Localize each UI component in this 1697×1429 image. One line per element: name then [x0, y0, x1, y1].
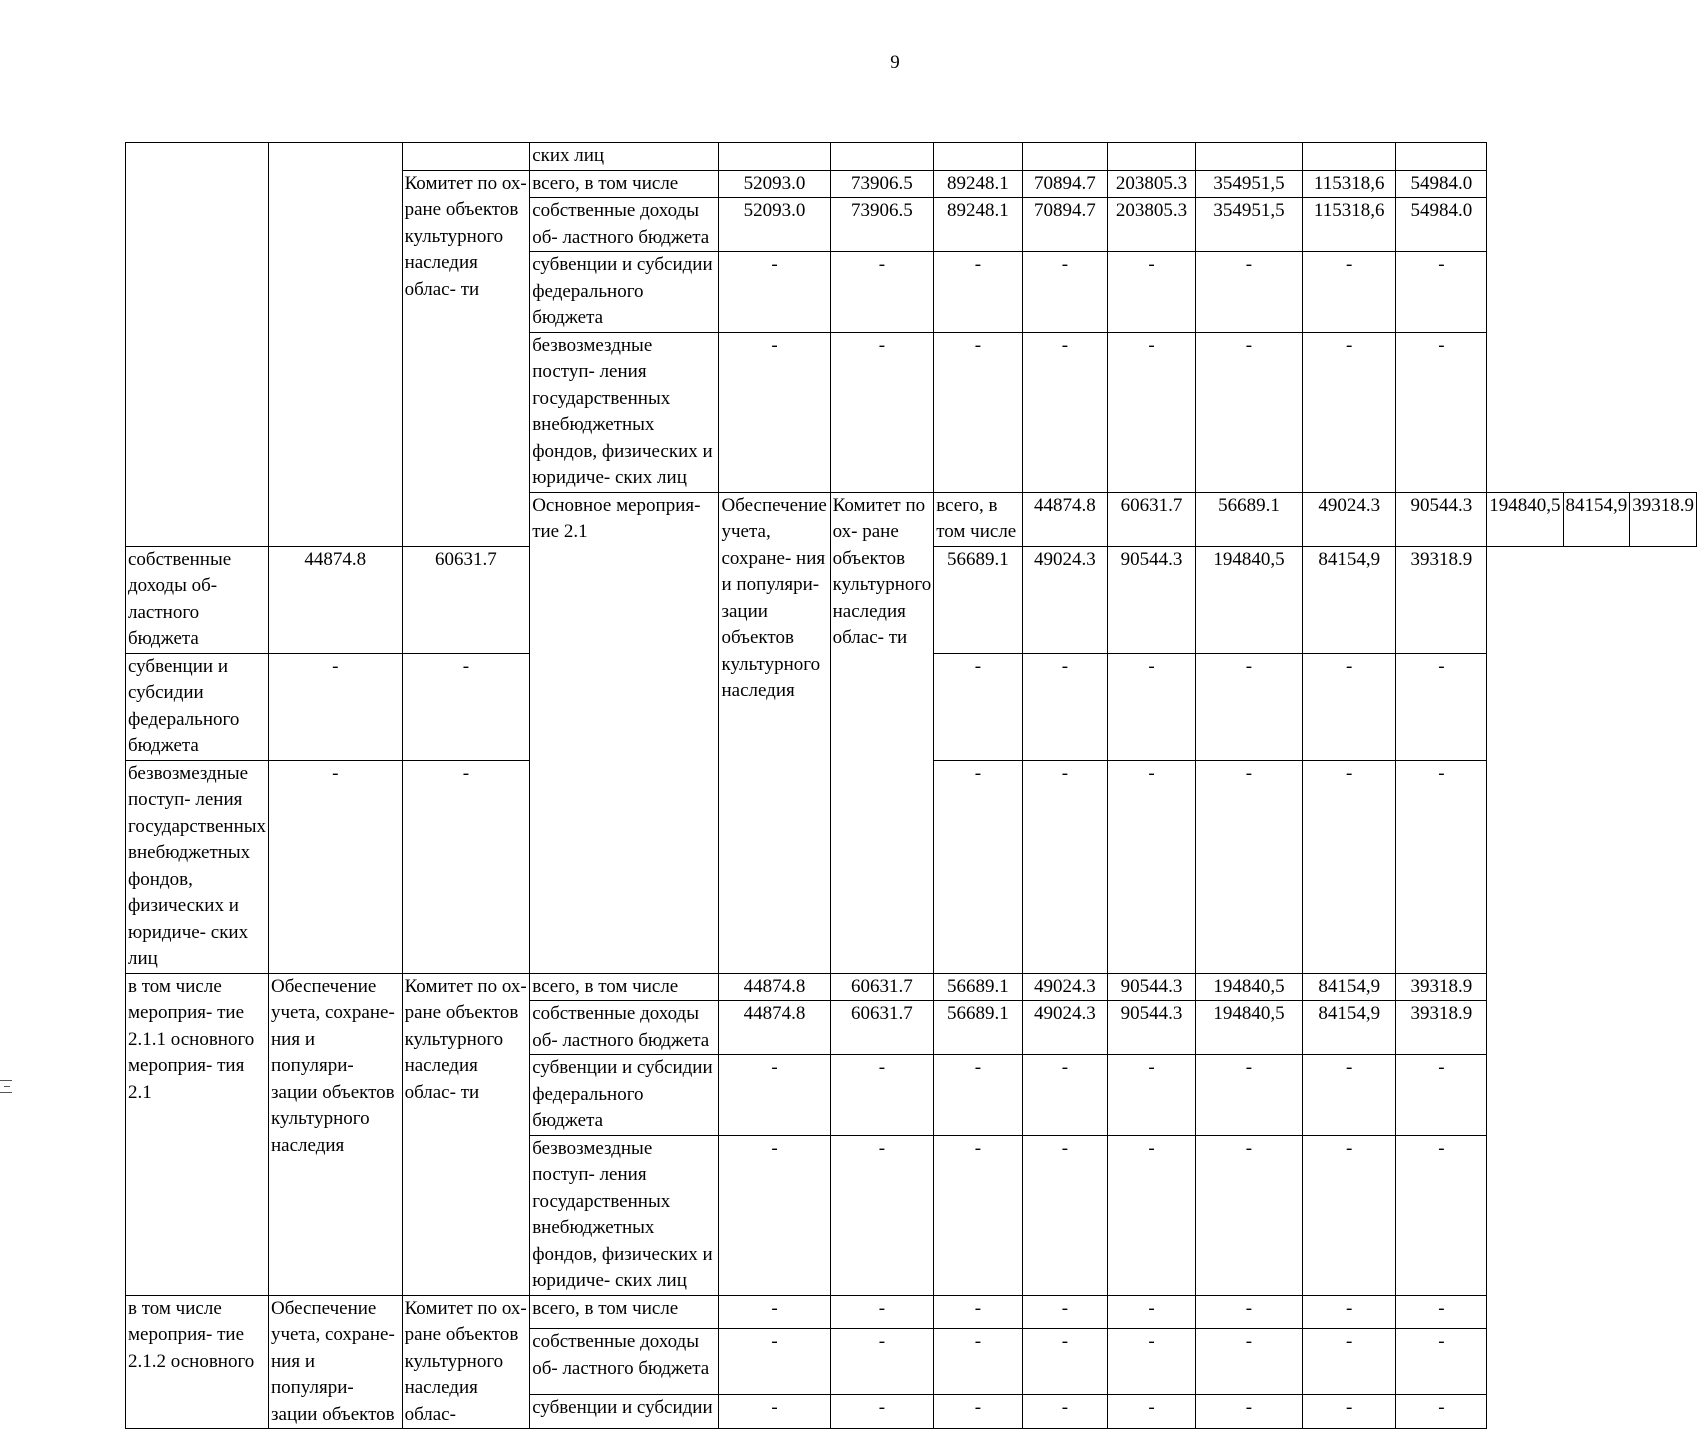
text-cell: собственные доходы об- ластного бюджета [530, 1329, 719, 1395]
value-cell: - [1195, 1295, 1302, 1329]
value-cell: - [1022, 1395, 1108, 1429]
value-cell: 194840,5 [1487, 492, 1563, 546]
value-cell: - [1108, 1055, 1196, 1136]
value-cell: - [1022, 1135, 1108, 1295]
value-cell: - [1396, 332, 1487, 492]
value-cell: 56689.1 [934, 1001, 1022, 1055]
value-cell: - [1108, 1135, 1196, 1295]
text-cell: Комитет по ох- ране объектов культурного наследия облас- ти [402, 973, 530, 1295]
value-cell: - [1396, 653, 1487, 760]
value-cell: - [1302, 1295, 1396, 1329]
value-cell: - [1022, 332, 1108, 492]
value-cell: 354951,5 [1195, 170, 1302, 198]
value-cell [1022, 143, 1108, 171]
value-cell: 39318.9 [1396, 1001, 1487, 1055]
value-cell: 60631.7 [1108, 492, 1196, 546]
value-cell: 56689.1 [934, 973, 1022, 1001]
value-cell: 60631.7 [830, 1001, 934, 1055]
value-cell: - [402, 653, 530, 760]
budget-table [125, 142, 1697, 1429]
value-cell: - [1302, 653, 1396, 760]
value-cell: 52093.0 [719, 198, 830, 252]
value-cell: - [1195, 1395, 1302, 1429]
value-cell: 49024.3 [1022, 546, 1108, 653]
value-cell: - [719, 252, 830, 333]
value-cell: 54984.0 [1396, 170, 1487, 198]
value-cell: - [719, 1329, 830, 1395]
value-cell: 73906.5 [830, 170, 934, 198]
value-cell: 44874.8 [719, 1001, 830, 1055]
value-cell: - [830, 252, 934, 333]
text-cell: субвенции и субсидии федерального бюджета [530, 1055, 719, 1136]
value-cell: 54984.0 [1396, 198, 1487, 252]
value-cell [934, 143, 1022, 171]
text-cell: ских лиц [530, 143, 719, 171]
value-cell: - [830, 332, 934, 492]
value-cell [830, 143, 934, 171]
value-cell: - [269, 653, 403, 760]
text-cell: собственные доходы об- ластного бюджета [126, 546, 269, 653]
value-cell: - [830, 1295, 934, 1329]
value-cell: - [1108, 1395, 1196, 1429]
value-cell: - [1195, 252, 1302, 333]
value-cell: 56689.1 [1195, 492, 1302, 546]
value-cell: 90544.3 [1108, 1001, 1196, 1055]
value-cell: - [934, 1135, 1022, 1295]
value-cell: 70894.7 [1022, 170, 1108, 198]
value-cell: - [1396, 252, 1487, 333]
value-cell: - [269, 760, 403, 973]
value-cell: - [1302, 760, 1396, 973]
value-cell: - [1195, 1135, 1302, 1295]
text-cell: Комитет по ох- ране объектов культурного наследия облас- ти [402, 170, 530, 546]
value-cell: - [1302, 252, 1396, 333]
value-cell: 49024.3 [1302, 492, 1396, 546]
value-cell: 84154,9 [1302, 973, 1396, 1001]
text-cell: безвозмездные поступ- ления государственных внебюджетных фондов, физических и юридиче- ских лиц [530, 1135, 719, 1295]
value-cell [1195, 143, 1302, 171]
table-row [126, 143, 1697, 171]
value-cell: - [1108, 332, 1196, 492]
value-cell: - [1302, 1329, 1396, 1395]
text-cell: собственные доходы об- ластного бюджета [530, 1001, 719, 1055]
value-cell: 39318.9 [1396, 973, 1487, 1001]
value-cell: - [719, 1055, 830, 1136]
value-cell: - [934, 1329, 1022, 1395]
value-cell: - [719, 1395, 830, 1429]
value-cell: - [830, 1329, 934, 1395]
text-cell [126, 143, 269, 547]
value-cell: 194840,5 [1195, 546, 1302, 653]
value-cell: - [1108, 1329, 1196, 1395]
text-cell: Обеспечение учета, сохране- ния и популяри- зации объектов культурного наследия [719, 492, 830, 973]
value-cell: - [1302, 332, 1396, 492]
value-cell: 39318.9 [1630, 492, 1697, 546]
value-cell: - [934, 653, 1022, 760]
value-cell: 203805.3 [1108, 170, 1196, 198]
value-cell: - [1108, 653, 1196, 760]
budget-table-body [126, 143, 1697, 1429]
value-cell: - [1022, 760, 1108, 973]
text-cell: безвозмездные поступ- ления государственных внебюджетных фондов, физических и юридиче- ских лиц [126, 760, 269, 973]
value-cell: 60631.7 [402, 546, 530, 653]
value-cell: - [934, 1055, 1022, 1136]
text-cell: всего, в том числе [530, 170, 719, 198]
value-cell: 84154,9 [1302, 1001, 1396, 1055]
value-cell: - [1195, 1055, 1302, 1136]
value-cell [1396, 143, 1487, 171]
value-cell: - [934, 1395, 1022, 1429]
text-cell [269, 143, 403, 547]
value-cell: - [1022, 1295, 1108, 1329]
text-cell: Обеспечение учета, сохране- ния и популяри- зации объектов культурного наследия [269, 973, 403, 1295]
value-cell: 354951,5 [1195, 198, 1302, 252]
value-cell: 90544.3 [1108, 973, 1196, 1001]
page-number: 9 [890, 52, 900, 73]
text-cell: в том числе мероприя- тие 2.1.2 основного [126, 1295, 269, 1429]
text-cell: в том числе мероприя- тие 2.1.1 основного мероприя- тия 2.1 [126, 973, 269, 1295]
value-cell: - [1108, 760, 1196, 973]
text-cell: собственные доходы об- ластного бюджета [530, 198, 719, 252]
value-cell: - [719, 1135, 830, 1295]
text-cell: субвенции и субсидии федерального бюджета [126, 653, 269, 760]
value-cell: 84154,9 [1563, 492, 1630, 546]
value-cell: 115318,6 [1302, 170, 1396, 198]
value-cell: 194840,5 [1195, 973, 1302, 1001]
value-cell: - [934, 1295, 1022, 1329]
value-cell: 49024.3 [1022, 1001, 1108, 1055]
value-cell: 39318.9 [1396, 546, 1487, 653]
value-cell: 49024.3 [1022, 973, 1108, 1001]
value-cell: - [1396, 760, 1487, 973]
value-cell: 44874.8 [269, 546, 403, 653]
value-cell: - [934, 332, 1022, 492]
value-cell: - [1302, 1395, 1396, 1429]
value-cell: - [1195, 332, 1302, 492]
value-cell: 90544.3 [1108, 546, 1196, 653]
value-cell: - [1195, 760, 1302, 973]
value-cell [1108, 143, 1196, 171]
text-cell [402, 143, 530, 171]
value-cell: - [1195, 1329, 1302, 1395]
value-cell: 56689.1 [934, 546, 1022, 653]
value-cell: - [1022, 1329, 1108, 1395]
text-cell: всего, в том числе [530, 1295, 719, 1329]
value-cell: - [1396, 1329, 1487, 1395]
value-cell: 44874.8 [719, 973, 830, 1001]
value-cell: - [1396, 1295, 1487, 1329]
value-cell: 60631.7 [830, 973, 934, 1001]
value-cell: - [1022, 1055, 1108, 1136]
text-cell: Комитет по ох- ране объектов культурного наследия облас- ти [830, 492, 934, 973]
value-cell: 70894.7 [1022, 198, 1108, 252]
value-cell: 115318,6 [1302, 198, 1396, 252]
value-cell: - [934, 760, 1022, 973]
text-cell: безвозмездные поступ- ления государственных внебюджетных фондов, физических и юридиче- ских лиц [530, 332, 719, 492]
value-cell: - [1396, 1055, 1487, 1136]
margin-marks [0, 1080, 12, 1098]
table-row [126, 1295, 1697, 1329]
value-cell: - [719, 1295, 830, 1329]
text-cell: Комитет по ох- ране объектов культурного наследия облас- [402, 1295, 530, 1429]
value-cell: - [1396, 1395, 1487, 1429]
value-cell: - [1302, 1055, 1396, 1136]
value-cell: - [830, 1395, 934, 1429]
value-cell: 73906.5 [830, 198, 934, 252]
text-cell: всего, в том числе [530, 973, 719, 1001]
value-cell [1302, 143, 1396, 171]
value-cell: - [402, 760, 530, 973]
value-cell [719, 143, 830, 171]
value-cell: 84154,9 [1302, 546, 1396, 653]
value-cell: - [1022, 252, 1108, 333]
text-cell: Обеспечение учета, сохране- ния и популяри- зации объектов [269, 1295, 403, 1429]
value-cell: 44874.8 [1022, 492, 1108, 546]
text-cell: Основное мероприя- тие 2.1 [530, 492, 719, 973]
text-cell: субвенции и субсидии федерального бюджета [530, 252, 719, 333]
value-cell: - [1108, 1295, 1196, 1329]
value-cell: - [1396, 1135, 1487, 1295]
value-cell: - [1022, 653, 1108, 760]
text-cell: субвенции и субсидии [530, 1395, 719, 1429]
value-cell: - [830, 1135, 934, 1295]
value-cell: - [830, 1055, 934, 1136]
table-row [126, 973, 1697, 1001]
value-cell: 52093.0 [719, 170, 830, 198]
value-cell: - [719, 332, 830, 492]
value-cell: 194840,5 [1195, 1001, 1302, 1055]
value-cell: 89248.1 [934, 170, 1022, 198]
value-cell: - [1302, 1135, 1396, 1295]
value-cell: - [934, 252, 1022, 333]
text-cell: всего, в том числе [934, 492, 1022, 546]
value-cell: 89248.1 [934, 198, 1022, 252]
value-cell: - [1195, 653, 1302, 760]
value-cell: 203805.3 [1108, 198, 1196, 252]
value-cell: - [1108, 252, 1196, 333]
value-cell: 90544.3 [1396, 492, 1487, 546]
